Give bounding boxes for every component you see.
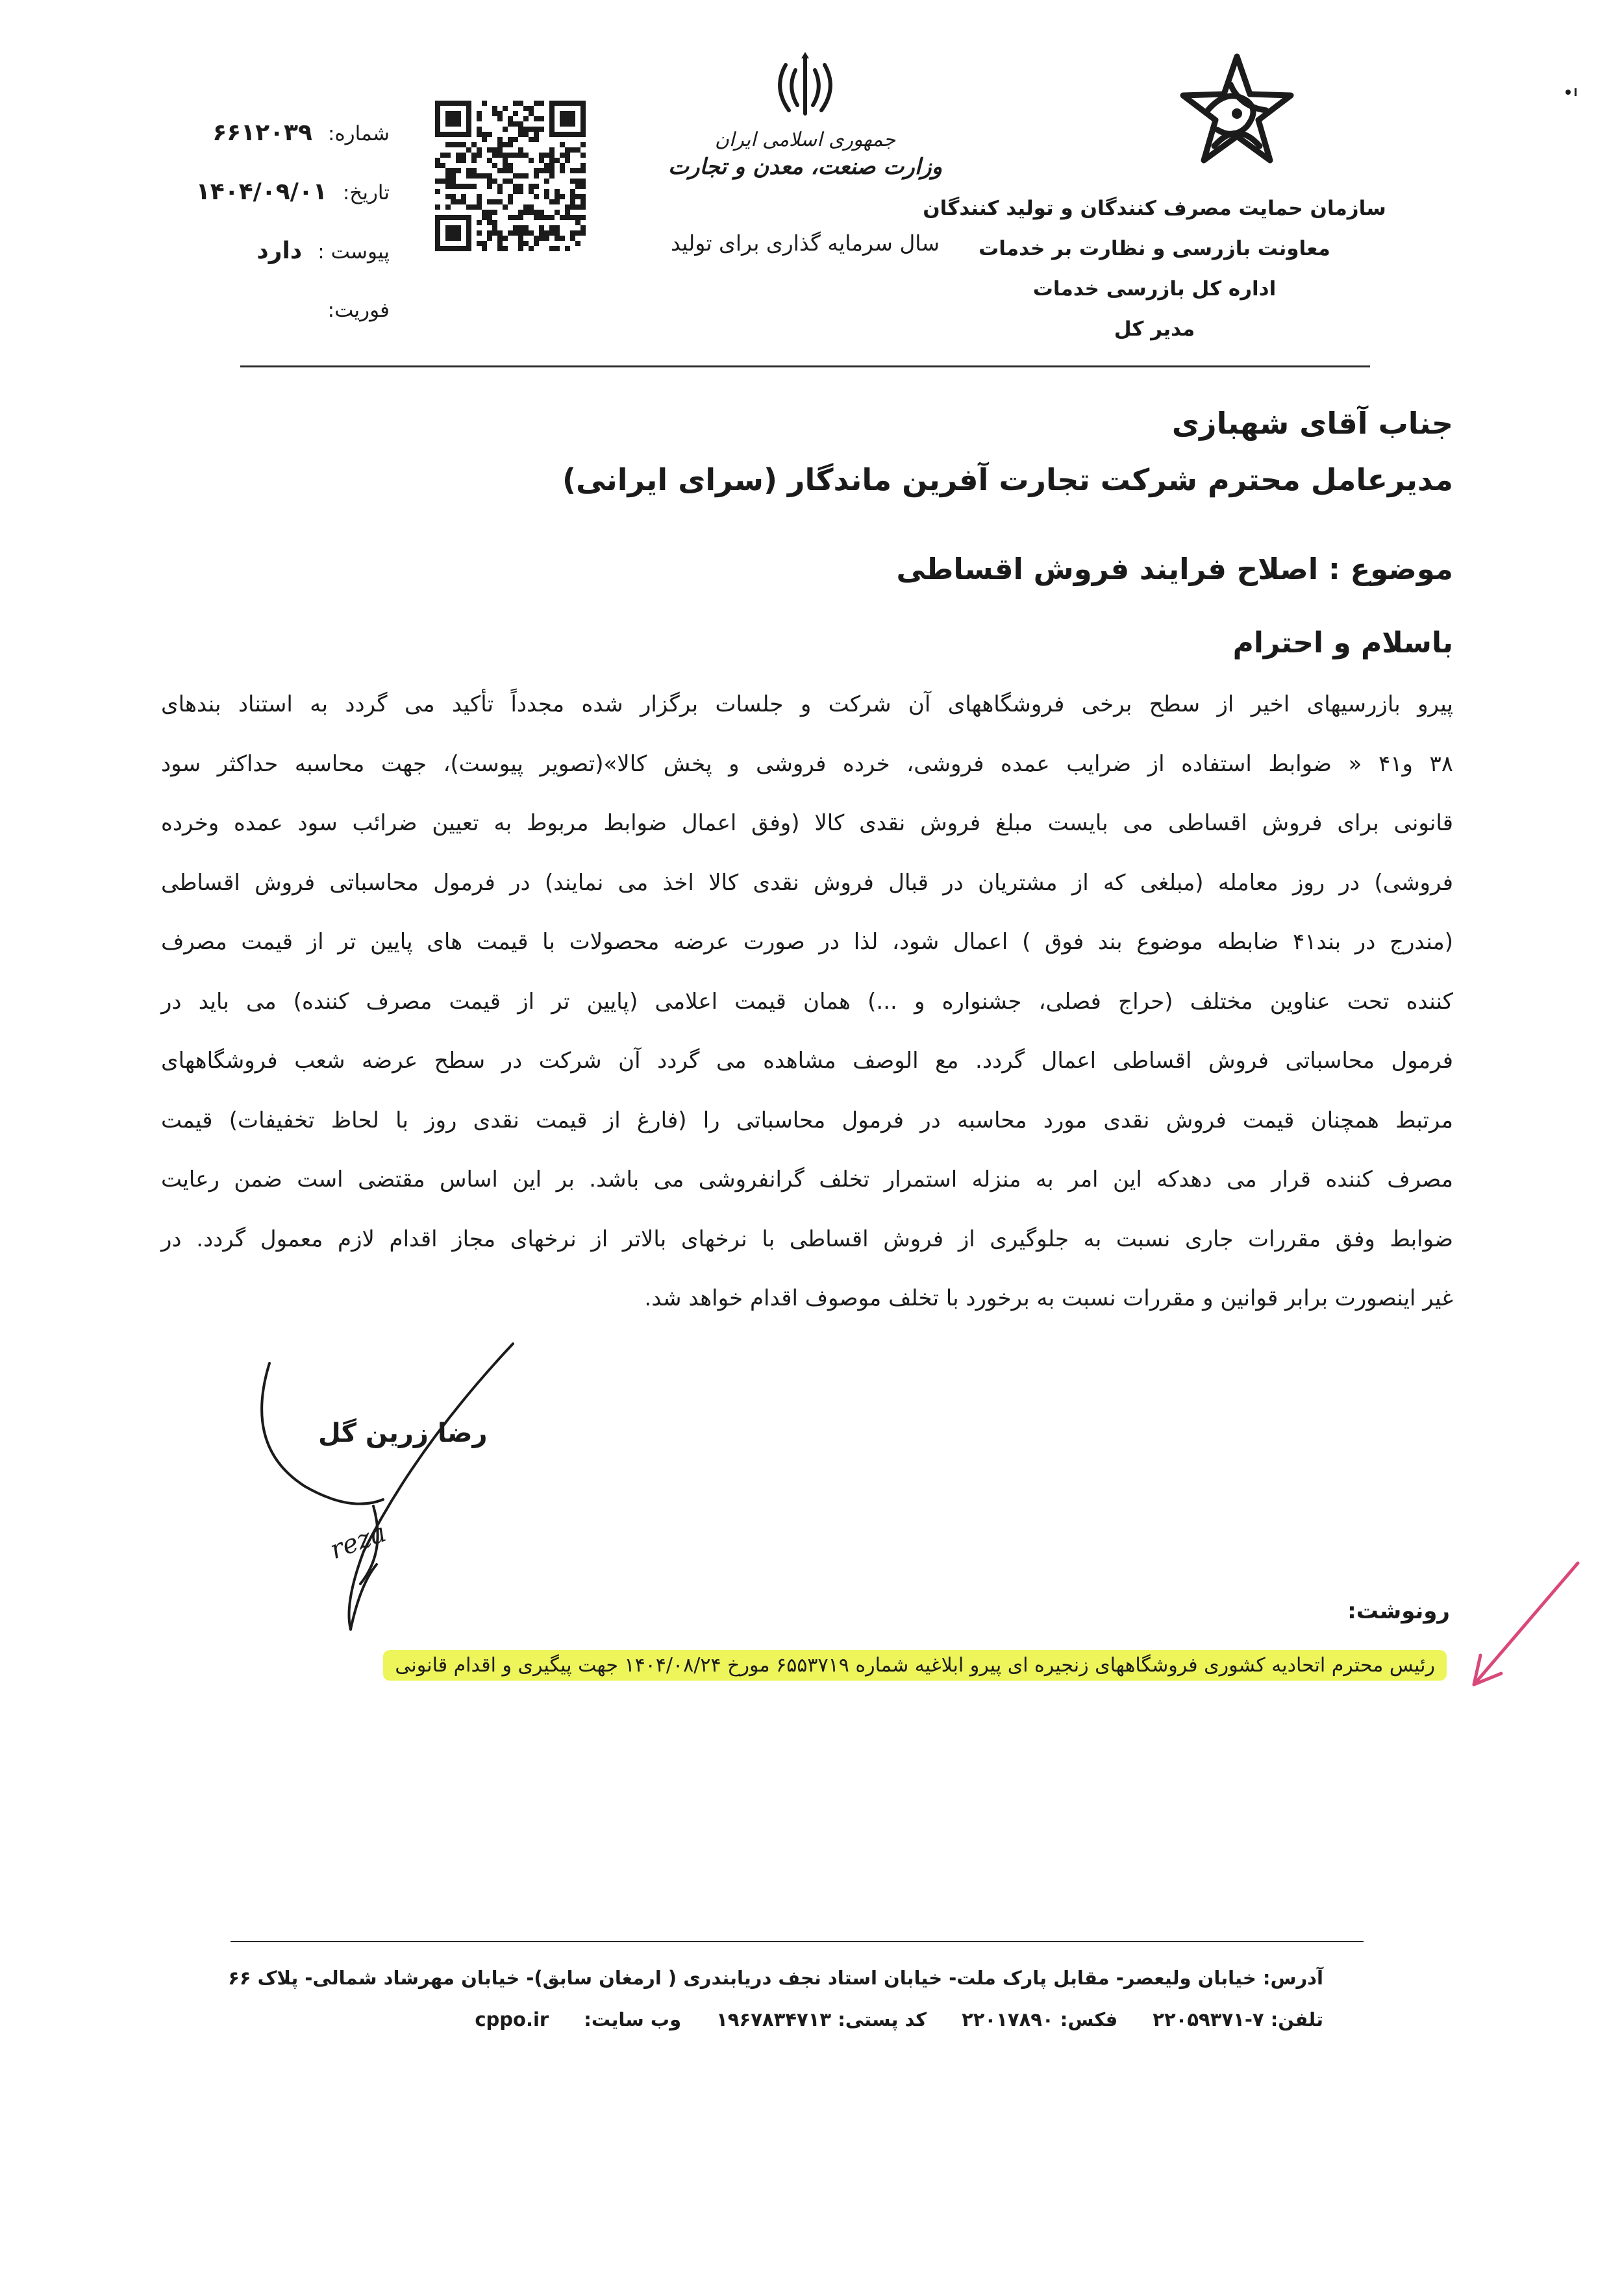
signature-handwriting: reza (326, 1518, 390, 1566)
footer-postal-code: کد پستی: ۱۹۶۷۸۳۴۷۱۳ (716, 2008, 927, 2031)
body-line: مرتبط همچنان قیمت فروش نقدی مورد محاسبه در فرمول محاسباتی را (فارغ از قیمت نقدی روز با لحاظ تخفیفات) قیمت (161, 1107, 1453, 1133)
body-line: پیرو بازرسیهای اخیر از سطح برخی فروشگاههای آن شرکت و جلسات برگزار شده مجدداً تأکید می گردد به استناد بندهای (161, 691, 1453, 717)
meta-number (175, 104, 390, 163)
body-line: کننده تحت عناوین مختلف (حراج فصلی، جشنواره و ...) همان قیمت اعلامی (پایین تر از قیمت مصرف کننده) می باید در (161, 988, 1453, 1015)
footer-fax: فکس: ۲۲۰۱۷۸۹۰ (962, 2008, 1118, 2031)
date-value: ۱۴۰۴/۰۹/۰۱ (195, 179, 327, 205)
body-line: (مندرج در بند۴۱ ضابطه موضوع بند فوق ) اعمال شود، لذا در صورت عرضه محصولات با قیمت های پایین تر از قیمت مصرف (161, 929, 1453, 955)
attachment-label: پیوست : (318, 240, 390, 264)
footer-contacts (284, 2008, 1323, 2031)
body-line: مصرف کننده قرار می دهدکه این امر به منزله استمرار تخلف گرانفروشی می باشد. بر این اساس مقتضی است ضمن رعایت (161, 1167, 1453, 1192)
footer-website[interactable]: cppo.ir (475, 2008, 549, 2031)
ministry-label: وزارت صنعت، معدن و تجارت (668, 154, 942, 180)
organization-block (921, 188, 1388, 349)
body-line: ۳۸ و۴۱ « ضوابط استفاده از ضرایب عمده فروشی، خرده فروشی و پخش کالا»(تصویر پیوست)، جهت محاسبه حداکثر سود (161, 750, 1453, 777)
red-arrow-icon (1454, 1558, 1584, 1701)
number-value: ۶۶۱۲۰۳۹ (212, 119, 312, 146)
footer-divider (231, 1941, 1364, 1942)
organization-name: سازمان حمایت مصرف کنندگان و تولید کنندگان (923, 197, 1386, 220)
urgency-label: فوریت: (327, 299, 390, 322)
footer-address: آدرس: خیابان ولیعصر- مقابل پارک ملت- خیابان استاد نجف دریابندری ( ارمغان سابق)- خیابان مهرشاد شمالی- پلاک ۶۶ (228, 1967, 1323, 1989)
organization-department: اداره کل بازرسی خدمات (1032, 277, 1277, 301)
cppo-logo-icon (1169, 49, 1305, 179)
meta-urgency (175, 281, 390, 339)
number-label: شماره: (328, 122, 390, 145)
footer-phone: تلفن: ۷-۲۲۰۵۹۳۷۱ (1153, 2008, 1323, 2031)
republic-label: جمهوری اسلامی ایران (714, 129, 896, 151)
scan-mark-icon (1562, 84, 1581, 110)
emblem-block (662, 52, 948, 256)
body-line: قانونی برای فروش اقساطی می بایست مبلغ فروش نقدی کالا (وفق اعمال ضوابط مربوط به تعیین ضرائب سود عمده وخرده (161, 810, 1453, 836)
attachment-value: دارد (256, 238, 303, 264)
signature-icon (247, 1337, 532, 1636)
year-slogan: سال سرمایه گذاری برای تولید (670, 230, 940, 256)
body-line: فروشی) در روز معامله (مبلغی که از مشتریان در قبال فروش نقدی کالا اخذ می نمایند) در فرمول محاسباتی فروش اقساطی (161, 869, 1453, 896)
signer-name: رضا زرین گل (318, 1418, 488, 1448)
meta-date (175, 163, 390, 222)
body-line: فرمول محاسباتی فروش اقساطی اعمال گردد. مع الوصف مشاهده می گردد آن شرکت در سطح عرضه شعب فروشگاههای (161, 1048, 1453, 1074)
body-line: ضوابط وفق مقررات جاری نسبت به جلوگیری از فروش اقساطی با نرخهای بالاتر از نرخهای مجاز اقدام لازم معمول گردد. در (161, 1226, 1453, 1252)
letter-body (161, 675, 1453, 1329)
cc-label: رونوشت: (1347, 1598, 1450, 1624)
recipient-title: مدیرعامل محترم شرکت تجارت آفرین ماندگار (سرای ایرانی) (562, 462, 1453, 497)
iran-emblem-icon (766, 52, 844, 123)
letter-subject: موضوع : اصلاح فرایند فروش اقساطی (896, 552, 1453, 586)
footer-website-label: وب سایت: (584, 2008, 682, 2031)
letter-meta (175, 104, 390, 339)
recipient-name: جناب آقای شهبازی (1171, 406, 1453, 441)
organization-position: مدیر کل (1114, 317, 1195, 341)
organization-deputy: معاونت بازرسی و نظارت بر خدمات (979, 237, 1330, 260)
qr-code-icon (435, 101, 586, 251)
date-label: تاریخ: (342, 181, 390, 204)
greeting: باسلام و احترام (1232, 626, 1453, 660)
cc-line: رئیس محترم اتحادیه کشوری فروشگاههای زنجیره ای پیرو ابلاغیه شماره ۶۵۵۳۷۱۹ مورخ ۱۴۰۴/۰۸/۲۴ جهت پیگیری و اقدام قانونی (383, 1650, 1447, 1681)
meta-attachment (175, 222, 390, 281)
body-line: غیر اینصورت برابر قوانین و مقررات نسبت به برخورد با تخلف موصوف اقدام خواهد شد. (644, 1285, 1453, 1311)
header-divider (240, 365, 1370, 367)
